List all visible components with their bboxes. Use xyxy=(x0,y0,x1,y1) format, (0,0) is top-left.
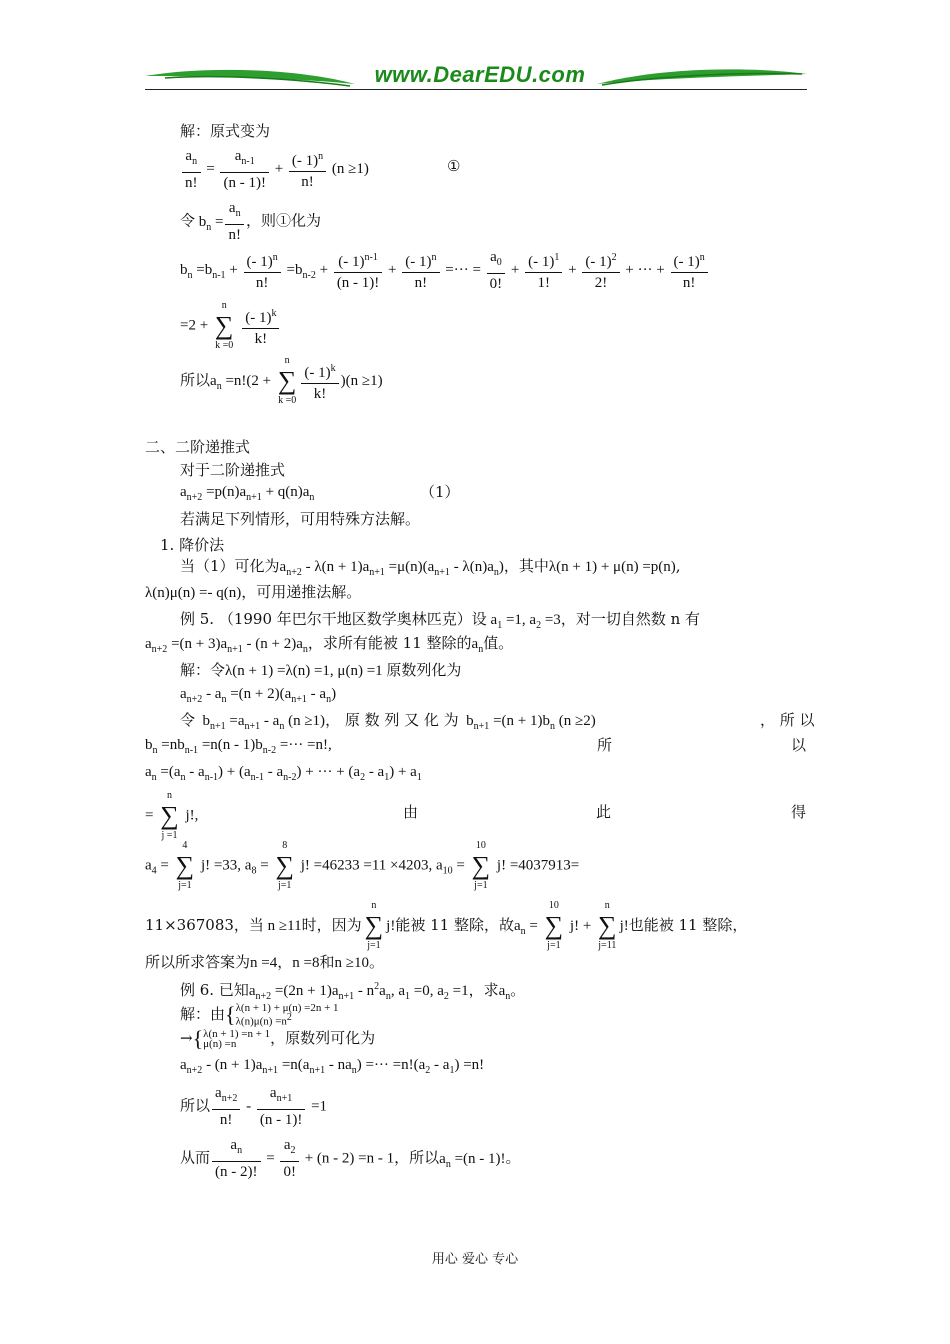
text: 由 xyxy=(403,803,419,821)
paragraph: 对于二阶递推式 xyxy=(180,461,286,479)
example5-bn: $b_n =nb_{n-1} =n(n - 1)b_{n-2}$ =··· =n!, xyxy=(145,737,332,756)
text: 和 xyxy=(319,953,335,971)
text: ，则①化为 xyxy=(245,211,321,230)
equation-tag-1: ① xyxy=(447,157,461,175)
text: ，其中 xyxy=(503,557,549,575)
text: 解：令 xyxy=(180,661,226,679)
text: 原数列化为 xyxy=(386,661,462,679)
equation-bn-expansion: $b_n =b_{n-1}$ + $\frac{(- 1)^n}{n!}$ $=b_{n-2}$ + $\frac{(- 1)^{n-1}}{(n - 1)!}$ + $\frac{(- 1)^n}{n!}$ =··· = $\frac{a_0}{0!}$ + $\frac{(- 1)^1}{1!}$ + $\frac{(- 1)^2}{2!}$ + ··· + $\frac{(- 1)^n}{n!}$ xyxy=(180,247,710,294)
text: ，所以 xyxy=(394,1148,440,1167)
subsection-title: 1. 降价法 xyxy=(160,536,225,554)
text: 令 xyxy=(180,711,196,729)
example6-system-solution: →{λ(n + 1) =n + 1 μ(n) =n ，原数列可化为 xyxy=(180,1026,376,1051)
example5-statement: 例 5. （1990 年巴尔干地区数学奥林匹克）设 $a_1 =1$, $a_2 =3$，对一切自然数 n 有 xyxy=(180,610,701,631)
text: 解：由 xyxy=(180,1004,226,1023)
page-footer: 用心 爱心 专心 xyxy=(431,1252,519,1267)
equation-bn-sum: =2 + n ∑ k =0 $\frac{(- 1)^k}{k!}$ xyxy=(180,300,281,352)
text: 以 xyxy=(791,736,807,754)
text: 。 xyxy=(510,981,526,999)
solution-intro: 解：原式变为 xyxy=(180,122,271,140)
reduction-condition: 当（1）可化为$a_{n+2} - \lambda(n + 1)a_{n+1} =\mu(n)(a_{n+1} - \lambda(n)a_n)$，其中λ(n + 1) + μ(n) =p(n), xyxy=(180,557,681,578)
example5-solution: 解：令λ(n + 1) =λ(n) =1, μ(n) =1 原数列化为 xyxy=(180,661,462,679)
example6-result: 从而 $\frac{a_n}{(n - 2)!}$ = $\frac{a_2}{0!}$ + (n - 2) =n - 1，所以$a_n =(n - 1)$!。 xyxy=(180,1137,521,1180)
text: 能被 11 整除，故 xyxy=(395,916,514,934)
text: 所以 xyxy=(180,371,211,389)
example6-ratio: 所以 $\frac{a_{n+2}}{n!}$ - $\frac{a_{n+1}}{(n - 1)!}$ =1 xyxy=(180,1085,328,1128)
paragraph: 若满足下列情形，可用特殊方法解。 xyxy=(180,510,421,528)
example5-divisibility: 11×367083，当 n ≥11时，因为 n ∑ j=1 j!能被 11 整除，故$a_n$ = 10 ∑ j=1 j! + n ∑ j=11 j!也能被 11 整除， xyxy=(145,900,748,951)
text: 从而 xyxy=(180,1148,211,1167)
example5-equation: $a_{n+2} - a_n =(n + 2)(a_{n+1} - a_n)$ xyxy=(180,686,337,705)
text: 值。 xyxy=(483,634,514,652)
equation-recurrence: $\frac{a_n}{n!}$ = $\frac{a_{n-1}}{(n - 1)!}$ + $\frac{(- 1)^n}{n!}$ (n ≥1) xyxy=(180,146,369,193)
equation-tag-2: （1） xyxy=(420,483,460,501)
reduction-condition-2: λ(n)μ(n) =- q(n)，可用递推法解。 xyxy=(145,583,362,601)
text: → xyxy=(180,1029,193,1047)
text: 所 xyxy=(597,736,613,754)
text: 也能被 11 整除， xyxy=(628,916,748,934)
example6-statement: 例 6. 已知$a_{n+2} =(2n + 1)a_{n+1} - n^2a_n$, $a_1 =0$, $a_2 =1$，求$a_n$。 xyxy=(180,981,526,1002)
text: 例 6. 已知 xyxy=(180,981,249,999)
text: ， xyxy=(277,953,293,971)
text: ， 所 以 xyxy=(760,711,815,729)
text: 所以所求答案为 xyxy=(145,953,251,971)
page-header xyxy=(145,62,807,92)
equation-second-order: $a_{n+2} =p(n)a_{n+1} + q(n)a_n$ xyxy=(180,484,315,503)
example5-answer: 所以所求答案为n =4，n =8和n ≥10。 xyxy=(145,953,384,971)
text: 。 xyxy=(505,1148,521,1167)
example5-telescoping: $a_n =(a_n - a_{n-1}) + (a_{n-1} - a_{n-2})$ + ··· + $(a_2 - a_1) + a_1$ xyxy=(145,764,422,783)
text: 11×367083，当 xyxy=(145,916,264,934)
text: ，原数列可化为 xyxy=(270,1029,376,1047)
text: ， 原 数 列 又 化 为 xyxy=(325,711,459,729)
text: ，对一切自然数 n 有 xyxy=(560,610,701,628)
example5-recurrence: $a_{n+2} =(n + 3)a_{n+1} - (n + 2)a_n$，求所有能被 11 整除的$a_n$值。 xyxy=(145,634,514,655)
text: 。 xyxy=(368,953,384,971)
section-title: 二、二阶递推式 xyxy=(145,438,251,456)
text: 得 xyxy=(791,803,807,821)
text: 此 xyxy=(596,803,612,821)
example6-system: 解：由{λ(n + 1) + μ(n) =2n + 1 $\lambda(n)\mu(n) =n^2$ xyxy=(180,1001,339,1028)
example5-substitution: 令 $b_{n+1} =a_{n+1} - a_n$ (n ≥1)， 原 数 列 又 化 为 $b_{n+1} =(n + 1)b_n$ (n ≥2) xyxy=(180,711,596,732)
header-rule xyxy=(145,89,807,90)
text: 例 5. （1990 年巴尔干地区数学奥林匹克）设 xyxy=(180,610,487,628)
text: 令 xyxy=(180,211,196,230)
text: 所以 xyxy=(180,1096,211,1115)
example5-values: $a_4$ = 4 ∑ j=1 j! =33, $a_8$ = 8 ∑ j=1 j! =46233 =11 ×4203, $a_{10}$ = 10 ∑ j=1 j! =4037913= xyxy=(145,840,580,891)
site-logo-text: www.DearEDU.com xyxy=(374,62,586,87)
substitution-line: 令 $b_n$ = $\frac{a_n}{n!}$ ，则①化为 xyxy=(180,200,321,243)
text: 当（1）可化为 xyxy=(180,557,280,575)
equation-an-result: 所以$a_n =n!(2$ + n ∑ k =0 $\frac{(- 1)^k}{k!}$ )(n ≥1) xyxy=(180,355,383,406)
text: ，求所有能被 11 整除的 xyxy=(307,634,472,652)
text: ，求 xyxy=(468,981,499,999)
example5-sum: = n ∑ j =1 j!, xyxy=(145,790,199,841)
text: ，可用递推法解。 xyxy=(241,583,362,601)
text: 时，因为 xyxy=(301,916,362,934)
example6-equation: $a_{n+2} - (n + 1)a_{n+1} =n(a_{n+1} - na_n)$ =··· $=n!(a_2 - a_1) =n$! xyxy=(180,1057,485,1076)
